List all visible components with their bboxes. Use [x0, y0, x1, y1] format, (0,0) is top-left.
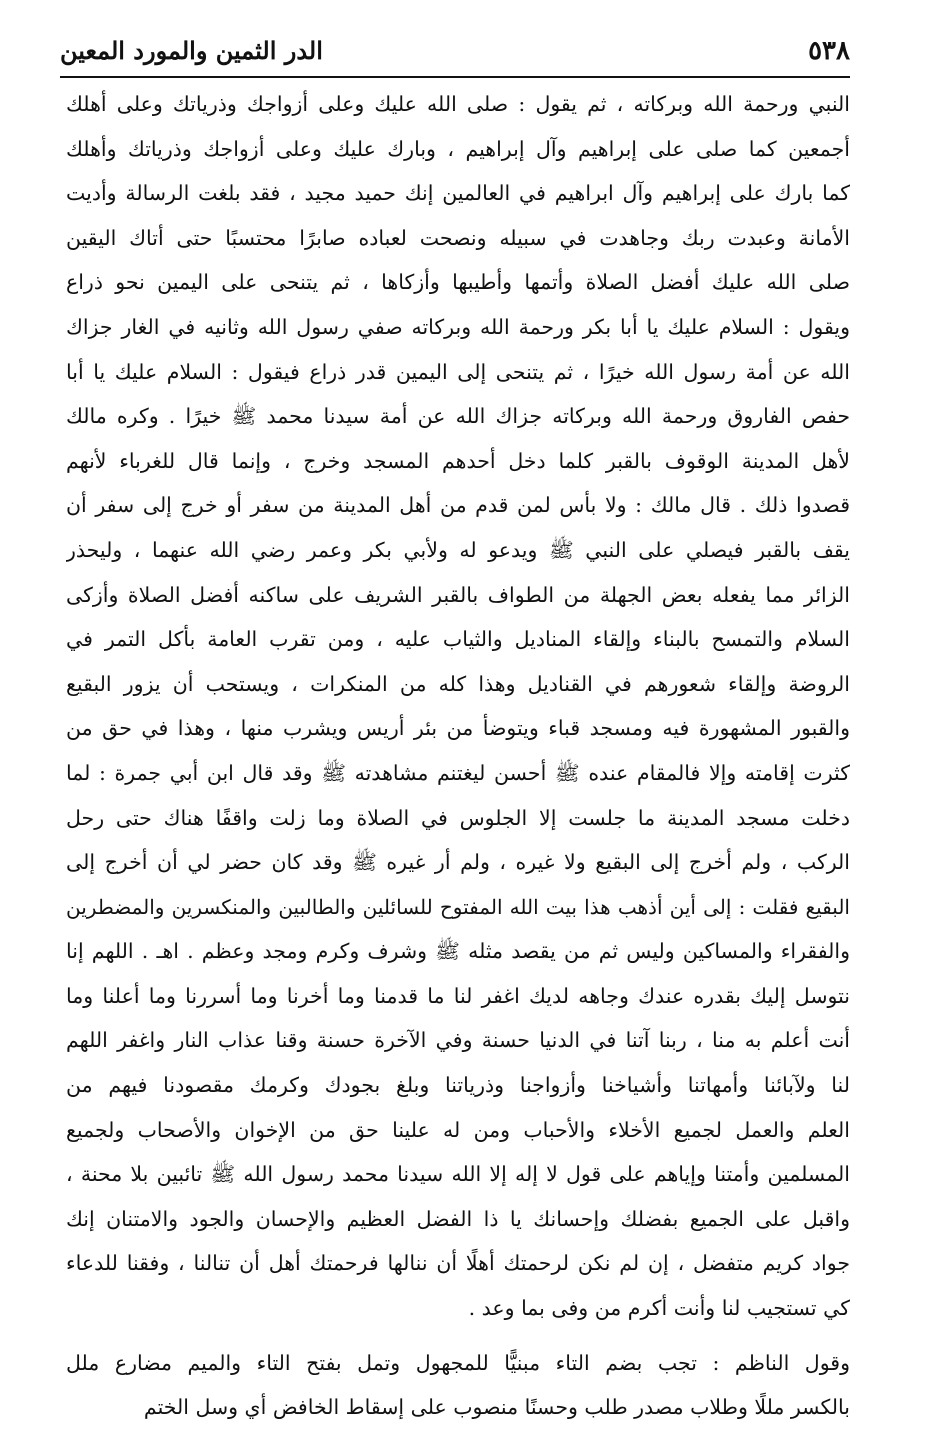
body-text	[66, 82, 850, 1430]
text-line: أجمعين كما صلى على إبراهيم وآل إبراهيم ، وبارك عليك وعلى أزواجك وذرياتك وأهلك	[66, 136, 850, 161]
text-line: صلى الله عليك أفضل الصلاة وأتمها وأطيبها وأزكاها ، ثم يتنحى على اليمين نحو ذراع	[66, 270, 850, 295]
book-title: الدر الثمين والمورد المعين	[60, 36, 323, 65]
header-rule	[60, 76, 850, 78]
text-line: والقبور المشهورة فيه ومسجد قباء ويتوضأ من بئر أريس ويشرب منها ، وهذا في حق من	[66, 716, 850, 741]
text-line: كي تستجيب لنا وأنت أكرم من وفى بما وعد .	[468, 1296, 850, 1321]
paragraph	[66, 1341, 850, 1430]
paragraph	[66, 82, 850, 1331]
text-line: ويقول : السلام عليك يا أبا بكر ورحمة الله وبركاته صفي رسول الله وثانيه في الغار جزاك	[66, 314, 850, 339]
text-line: أنت أعلم به منا ، ربنا آتنا في الدنيا حسنة وفي الآخرة حسنة وقنا عذاب النار واغفر اللهم	[66, 1028, 850, 1053]
text-line: المسلمين وأمتنا وإياهم على قول لا إله إلا الله سيدنا محمد رسول الله ﷺ تائبين بلا محنة ،	[66, 1162, 850, 1187]
text-line: البقيع فقلت : إلى أين أذهب هذا بيت الله المفتوح للسائلين والطالبين والمنكسرين والمضطرين	[66, 894, 850, 919]
text-line: لنا ولآبائنا وأمهاتنا وأشياخنا وأزواجنا وذرياتنا وبلغ بجودك وكرمك مقصودنا فيهم من	[66, 1073, 850, 1098]
text-line: كثرت إقامته وإلا فالمقام عنده ﷺ أحسن ليغتنم مشاهدته ﷺ وقد قال ابن أبي جمرة : لما	[66, 760, 850, 785]
text-line: السلام والتمسح بالبناء وإلقاء المناديل والثياب عليه ، ومن تقرب العامة بأكل التمر في	[66, 627, 850, 652]
text-line: حفص الفاروق ورحمة الله وبركاته جزاك الله عن أمة سيدنا محمد ﷺ خيرًا . وكره مالك	[66, 404, 850, 429]
text-line: كما بارك على إبراهيم وآل ابراهيم في العالمين إنك حميد مجيد ، فقد بلغت الرسالة وأديت	[66, 181, 850, 206]
page-number: ٥٣٨	[808, 36, 850, 66]
text-line: دخلت مسجد المدينة ما جلست إلا الجلوس في الصلاة وما زلت واقفًا هناك حتى رحل	[66, 805, 850, 830]
text-line: لأهل المدينة الوقوف بالقبر كلما دخل أحدهم المسجد وخرج ، وإنما قال للغرباء لأنهم	[66, 448, 850, 473]
text-line: الروضة وإلقاء شعورهم في القناديل وهذا كله من المنكرات ، ويستحب أن يزور البقيع	[66, 671, 850, 696]
text-line: نتوسل إليك بقدره عندك وجاهه لديك اغفر لنا ما قدمنا وما أخرنا وما أسررنا وما أعلنا وما	[66, 983, 850, 1008]
text-line: النبي ورحمة الله وبركاته ، ثم يقول : صلى الله عليك وعلى أزواجك وذرياتك وعلى أهلك	[66, 92, 850, 116]
text-line: واقبل على الجميع بفضلك وإحسانك يا ذا الفضل العظيم والإحسان والجود والامتنان إنك	[66, 1206, 850, 1231]
text-line: جواد كريم متفضل ، إن لم نكن لرحمتك أهلًا أن ننالها فرحمتك أهل أن تنالنا ، وفقنا للدعاء	[66, 1251, 850, 1276]
text-line: العلم والعمل لجميع الأخلاء والأحباب ومن له علينا حق من الإخوان والأصحاب ولجميع	[66, 1117, 850, 1142]
text-line: يقف بالقبر فيصلي على النبي ﷺ ويدعو له ولأبي بكر وعمر رضي الله عنهما ، وليحذر	[66, 537, 850, 562]
text-line: الركب ، ولم أخرج إلى البقيع ولا غيره ، ولم أر غيره ﷺ وقد كان حضر لي أن أخرج إلى	[66, 850, 850, 875]
paragraph-gap	[66, 1331, 850, 1341]
text-line: الأمانة وعبدت ربك وجاهدت في سبيله ونصحت لعباده صابرًا محتسبًا حتى أتاك اليقين	[66, 225, 850, 250]
text-line: قصدوا ذلك . قال مالك : ولا بأس لمن قدم من أهل المدينة من سفر أو خرج إلى سفر أن	[66, 493, 850, 518]
page-header	[60, 30, 850, 74]
text-line: الزائر مما يفعله بعض الجهلة من الطواف بالقبر الشريف على ساكنه أفضل الصلاة وأزكى	[66, 582, 850, 607]
text-line: وقول الناظم : تجب بضم التاء مبنيًّا للمجهول وتمل بفتح التاء والميم مضارع ملل	[66, 1350, 850, 1375]
text-line: والفقراء والمساكين وليس ثم من يقصد مثله ﷺ وشرف وكرم ومجد وعظم . اهـ . اللهم إنا	[66, 939, 850, 964]
text-line: بالكسر مللًا وطلاب مصدر طلب وحسنًا منصوب على إسقاط الخافض أي وسل الختم	[143, 1395, 850, 1420]
text-line: الله عن أمة رسول الله خيرًا ، ثم يتنحى إلى اليمين قدر ذراع فيقول : السلام عليك يا أبا	[66, 359, 850, 384]
